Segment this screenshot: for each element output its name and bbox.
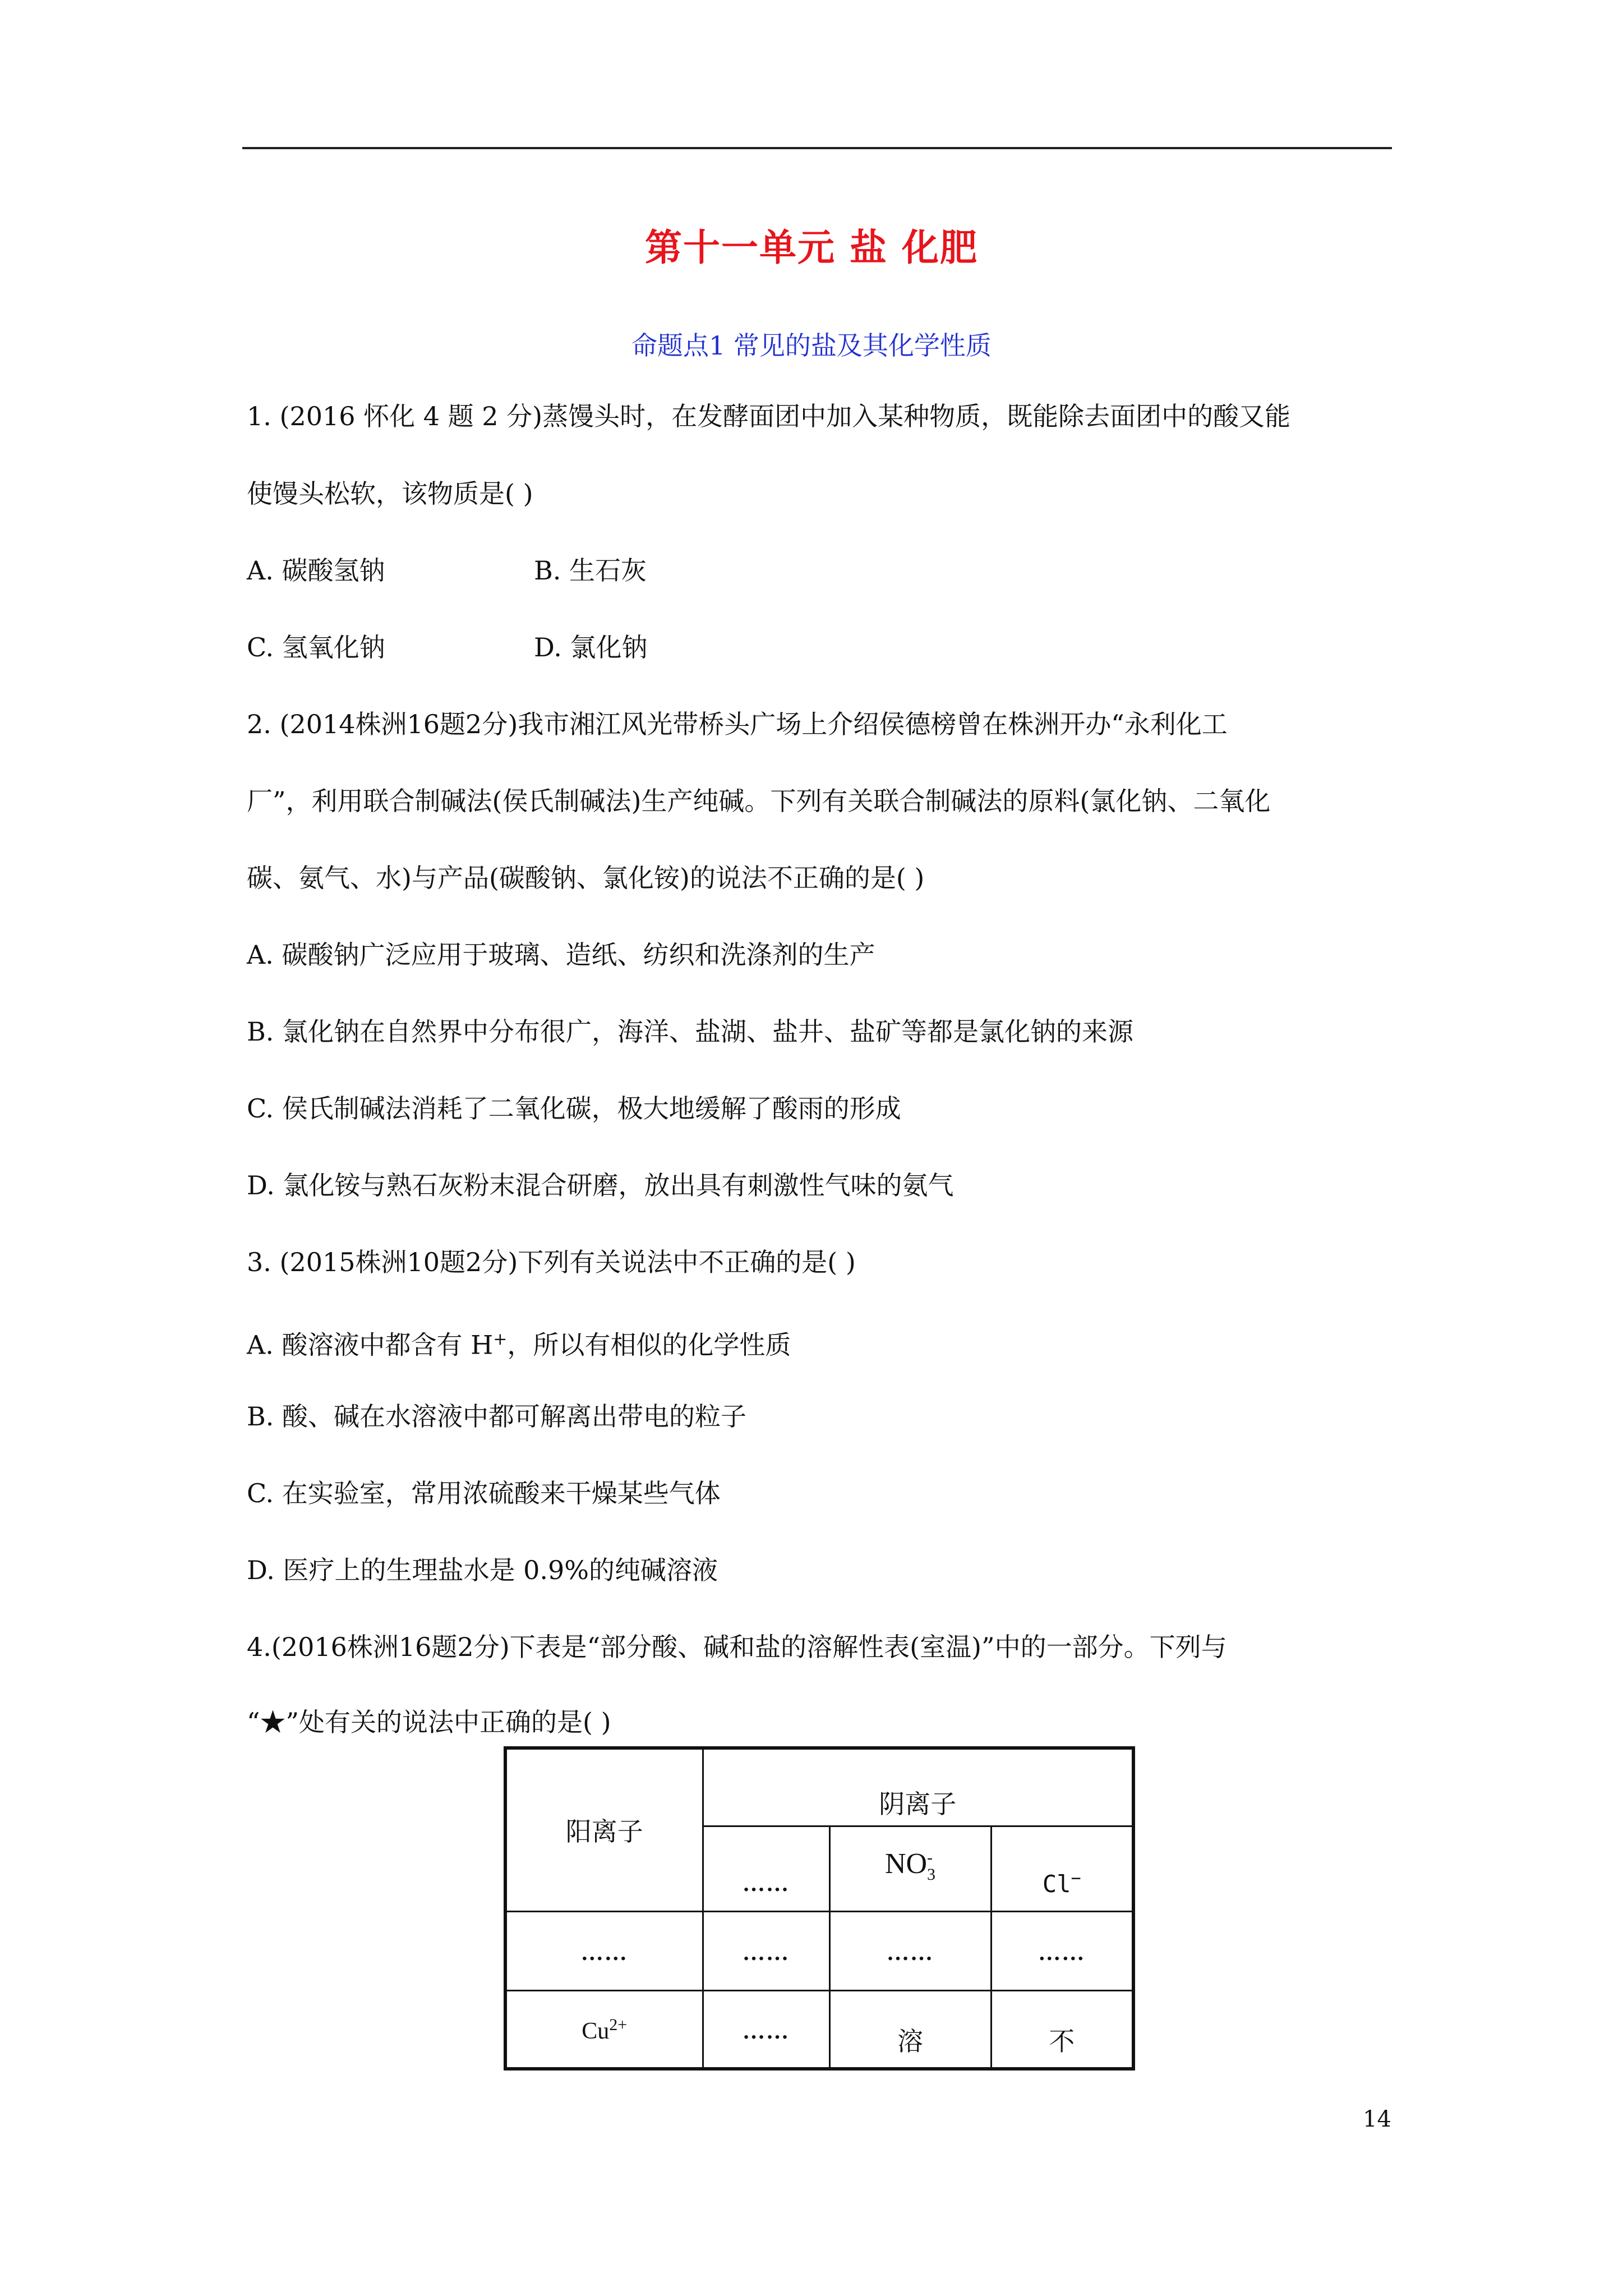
dots-cell [703, 1991, 829, 2069]
q3-option-d: D. 医疗上的生理盐水是 0.9%的纯碱溶液 [247, 1555, 718, 1585]
q3-option-a [247, 1323, 791, 1361]
dots-cell [505, 1911, 703, 1990]
anion-dots-cell [703, 1826, 829, 1911]
q2-stem-line3: 碳、氨气、水)与产品(碳酸钠、氯化铵)的说法不正确的是( ) [247, 863, 925, 893]
dots-cell [829, 1911, 991, 1990]
q2-option-c: C. 侯氏制碱法消耗了二氧化碳，极大地缓解了酸雨的形成 [247, 1093, 901, 1124]
header-rule [242, 147, 1392, 149]
ellipsis: …… [580, 1939, 628, 1965]
anion-header-cell [703, 1748, 1133, 1826]
q1-option-d: D. 氯化钠 [534, 632, 648, 662]
copper-nitrate-solubility: 溶 [897, 2026, 923, 2056]
page-number: 14 [1363, 2106, 1391, 2132]
q3-option-a-pre: A. 酸溶液中都含有 H [247, 1329, 494, 1360]
copper-formula [582, 2015, 628, 2044]
q2-option-d: D. 氯化铵与熟石灰粉末混合研磨，放出具有刺激性气味的氨气 [247, 1170, 954, 1200]
chloride-charge: − [1071, 1868, 1081, 1888]
q2-stem-line1: 2. (2014株洲16题2分)我市湘江风光带桥头广场上介绍侯德榜曾在株洲开办“永利化工 [247, 709, 1228, 739]
dots-cell [991, 1911, 1133, 1990]
q1-option-a: A. 碳酸氢钠 [247, 555, 385, 586]
ellipsis: …… [743, 1870, 790, 1896]
cation-header-cell [505, 1748, 703, 1911]
q3-option-a-sup: + [493, 1329, 508, 1349]
q2-option-b: B. 氯化钠在自然界中分布很广，海洋、盐湖、盐井、盐矿等都是氯化钠的来源 [247, 1016, 1134, 1047]
q3-option-c: C. 在实验室，常用浓硫酸来干燥某些气体 [247, 1478, 721, 1508]
q2-stem-line2: 厂”，利用联合制碱法(侯氏制碱法)生产纯碱。下列有关联合制碱法的原料(氯化钠、二氧化 [247, 786, 1271, 816]
copper-nitrate-cell [829, 1991, 991, 2069]
copper-chloride-solubility: 不 [1049, 2026, 1075, 2056]
ellipsis: …… [743, 2018, 790, 2044]
copper-cation-cell [505, 1991, 703, 2069]
nitrate-formula [884, 1847, 936, 1884]
q2-option-a: A. 碳酸钠广泛应用于玻璃、造纸、纺织和洗涤剂的生产 [247, 940, 875, 970]
q4-stem-line2: “★”处有关的说法中正确的是( ) [247, 1707, 611, 1737]
q3-option-a-post: ，所以有相似的化学性质 [507, 1329, 791, 1360]
solubility-table [504, 1746, 1135, 2070]
dots-cell [703, 1911, 829, 1990]
copper-chloride-cell [991, 1991, 1133, 2069]
ellipsis: …… [1038, 1939, 1086, 1965]
q1-option-c: C. 氢氧化钠 [247, 632, 385, 662]
q3-option-b: B. 酸、碱在水溶液中都可解离出带电的粒子 [247, 1401, 747, 1432]
q4-stem-line1: 4.(2016株洲16题2分)下表是“部分酸、碱和盐的溶解性表(室温)”中的一部分。下列与 [247, 1632, 1227, 1662]
chloride-cell [991, 1826, 1133, 1911]
q1-stem-line2: 使馒头松软，该物质是( ) [247, 478, 533, 509]
section-heading: 命题点1 常见的盐及其化学性质 [631, 330, 992, 361]
q1-stem-line1: 1. (2016 怀化 4 题 2 分)蒸馒头时，在发酵面团中加入某种物质，既能除去面团中的酸又能 [247, 401, 1291, 431]
nitrate-subscript: 3 [927, 1865, 936, 1884]
nitrate-base: NO [884, 1847, 928, 1880]
chloride-formula [1043, 1870, 1081, 1898]
nitrate-charge: - [927, 1848, 933, 1867]
copper-base: Cu [582, 2018, 610, 2044]
q3-stem: 3. (2015株洲10题2分)下列有关说法中不正确的是( ) [247, 1247, 856, 1277]
anion-header: 阴离子 [879, 1788, 957, 1819]
chloride-base: Cl [1042, 1870, 1071, 1898]
ellipsis: …… [887, 1939, 934, 1965]
ellipsis: …… [743, 1939, 790, 1965]
cation-header: 阳离子 [565, 1816, 643, 1847]
nitrate-cell [829, 1826, 991, 1911]
q1-option-b: B. 生石灰 [534, 555, 647, 586]
page-title: 第十一单元 盐 化肥 [645, 226, 978, 269]
copper-charge: 2+ [609, 2015, 628, 2034]
